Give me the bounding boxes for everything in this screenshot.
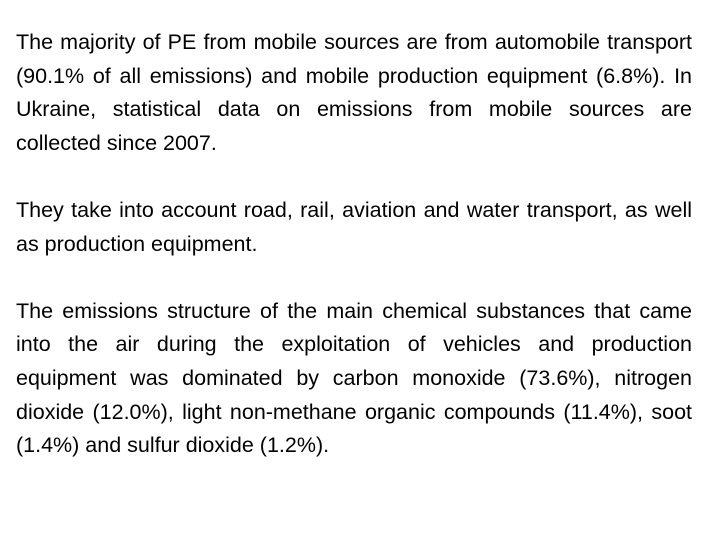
paragraph-transport-types: They take into account road, rail, aviation and water transport, as well as production equipment. <box>16 197 692 256</box>
paragraph-mobile-sources: The majority of PE from mobile sources are from automobile transport (90.1% of all emissions) and mobile production equipment (6.8%). In Ukraine, statistical data on emissions from mobile sources are collected since 2007. <box>16 30 692 155</box>
paragraph-emissions-structure: The emissions structure of the main chemical substances that came into the air during the exploitation of vehicles and production equipment was dominated by carbon monoxide (73.6%), nitrogen dioxide (12.0%), light non-methane organic compounds (11.4%), soot (1.4%) and sulfur dioxide (1.2%). <box>16 298 692 458</box>
slide-text-body <box>16 26 692 463</box>
